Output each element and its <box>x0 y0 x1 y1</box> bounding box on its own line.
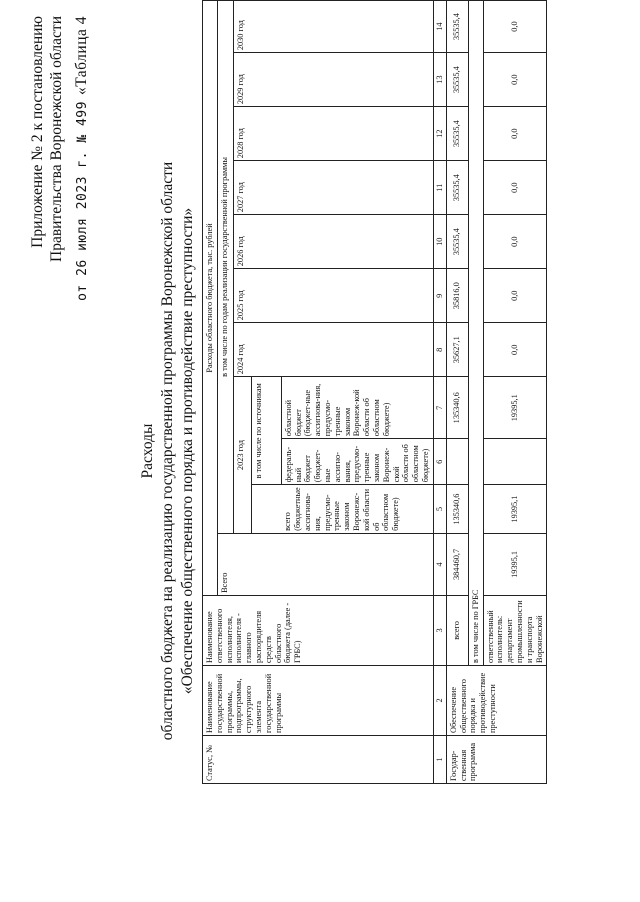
col-number: 5 <box>433 485 446 534</box>
header-regional: областной бюджет (бюджет-ные ассигнова-ния, предусмо-тренные законом Воронеж-кой области об областном бюджете) <box>281 377 433 439</box>
row-year-value: 35535,4 <box>446 1 468 53</box>
row-year-value: 0,0 <box>483 53 547 107</box>
col-number: 4 <box>433 533 446 595</box>
row-year-value: 0,0 <box>483 323 547 377</box>
appendix-line: Приложение № 2 к постановлению <box>29 16 46 248</box>
header-federal: федераль-ный бюджет (бюджет-ные ассигно-вания, предусмо-тренные законом Воронеж-ской области об областном бюджете) <box>281 439 433 485</box>
document-header <box>28 16 92 301</box>
row-year-value: 0,0 <box>483 161 547 215</box>
date-number: от 26 июля 2023 г. № 499 <box>75 101 90 301</box>
header-by-years: в том числе по годам реализации государственной программы <box>217 1 233 534</box>
government-line: Правительства Воронежской области <box>48 16 65 262</box>
header-expenses: Расходы областного бюджета, тыс. рублей <box>203 1 218 596</box>
row-year-value: 35535,4 <box>446 161 468 215</box>
row-total: 19395,1 <box>483 533 547 595</box>
col-number: 13 <box>433 53 446 107</box>
header-total: Всего <box>217 533 433 595</box>
table-row <box>446 1 468 784</box>
col-number: 2 <box>433 665 446 735</box>
row-all-2023: 135340,6 <box>446 485 468 534</box>
col-number: 7 <box>433 377 446 439</box>
header-all-2023: всего (бюджетные ассигнова-ния, предусмо-тренные законом Воронежс-кой области об областном бюджете) <box>251 485 433 534</box>
expenses-table <box>202 0 547 784</box>
header-year-2030: 2030 год <box>233 1 433 53</box>
row-regional: 135340,6 <box>446 377 468 439</box>
col-number: 3 <box>433 595 446 665</box>
row-federal <box>483 439 547 485</box>
row-status: Государ-ственная программа <box>446 735 547 783</box>
header-name: Наименование государственной программы, подпрограммы, структурного элемента государственной программы <box>203 665 434 735</box>
program-title: «Обеспечение общественного порядка и противодействие преступности» <box>179 207 196 695</box>
header-year-2023: 2023 год <box>233 377 251 534</box>
row-executor: всего <box>446 595 468 665</box>
row-federal <box>446 439 468 485</box>
header-in-sources: в том числе по источникам <box>251 377 281 485</box>
row-year-value: 0,0 <box>483 269 547 323</box>
col-number: 12 <box>433 107 446 161</box>
header-status: Статус, № <box>203 735 434 783</box>
row-program-name: Обеспечение общественного порядка и противодействие преступности <box>446 665 547 735</box>
document-subtitle: областного бюджета на реализацию государственной программы Воронежской области <box>159 161 176 741</box>
row-executor: ответственный исполнитель: департамент промышленности и транспорта Воронежской <box>483 595 547 665</box>
col-number: 6 <box>433 439 446 485</box>
table-number: «Таблица 4 <box>73 16 90 96</box>
header-year-2028: 2028 год <box>233 107 433 161</box>
header-year-2025: 2025 год <box>233 269 433 323</box>
row-year-value: 0,0 <box>483 215 547 269</box>
header-executor: Наименование ответственного исполнителя, исполнителя - главного распорядителя средств областного бюджета (далее - ГРБС) <box>203 595 434 665</box>
date-line <box>72 16 92 301</box>
row-year-value: 0,0 <box>483 107 547 161</box>
col-number: 9 <box>433 269 446 323</box>
header-year-2027: 2027 год <box>233 161 433 215</box>
col-number: 11 <box>433 161 446 215</box>
header-year-2026: 2026 год <box>233 215 433 269</box>
row-year-value: 35627,1 <box>446 323 468 377</box>
row-year-value: 35535,4 <box>446 107 468 161</box>
col-number: 10 <box>433 215 446 269</box>
row-year-value: 35535,4 <box>446 53 468 107</box>
col-number: 8 <box>433 323 446 377</box>
row-total: 384460,7 <box>446 533 468 595</box>
header-year-2029: 2029 год <box>233 53 433 107</box>
row-year-value: 35535,4 <box>446 215 468 269</box>
header-year-2024: 2024 год <box>233 323 433 377</box>
row-all-2023: 19395,1 <box>483 485 547 534</box>
col-number: 1 <box>433 735 446 783</box>
grbs-label: в том числе по ГРБС <box>468 1 483 666</box>
column-numbers-row <box>433 1 446 784</box>
document-title: Расходы <box>139 423 156 479</box>
row-year-value: 0,0 <box>483 1 547 53</box>
col-number: 14 <box>433 1 446 53</box>
row-regional: 19395,1 <box>483 377 547 439</box>
row-year-value: 35816,0 <box>446 269 468 323</box>
